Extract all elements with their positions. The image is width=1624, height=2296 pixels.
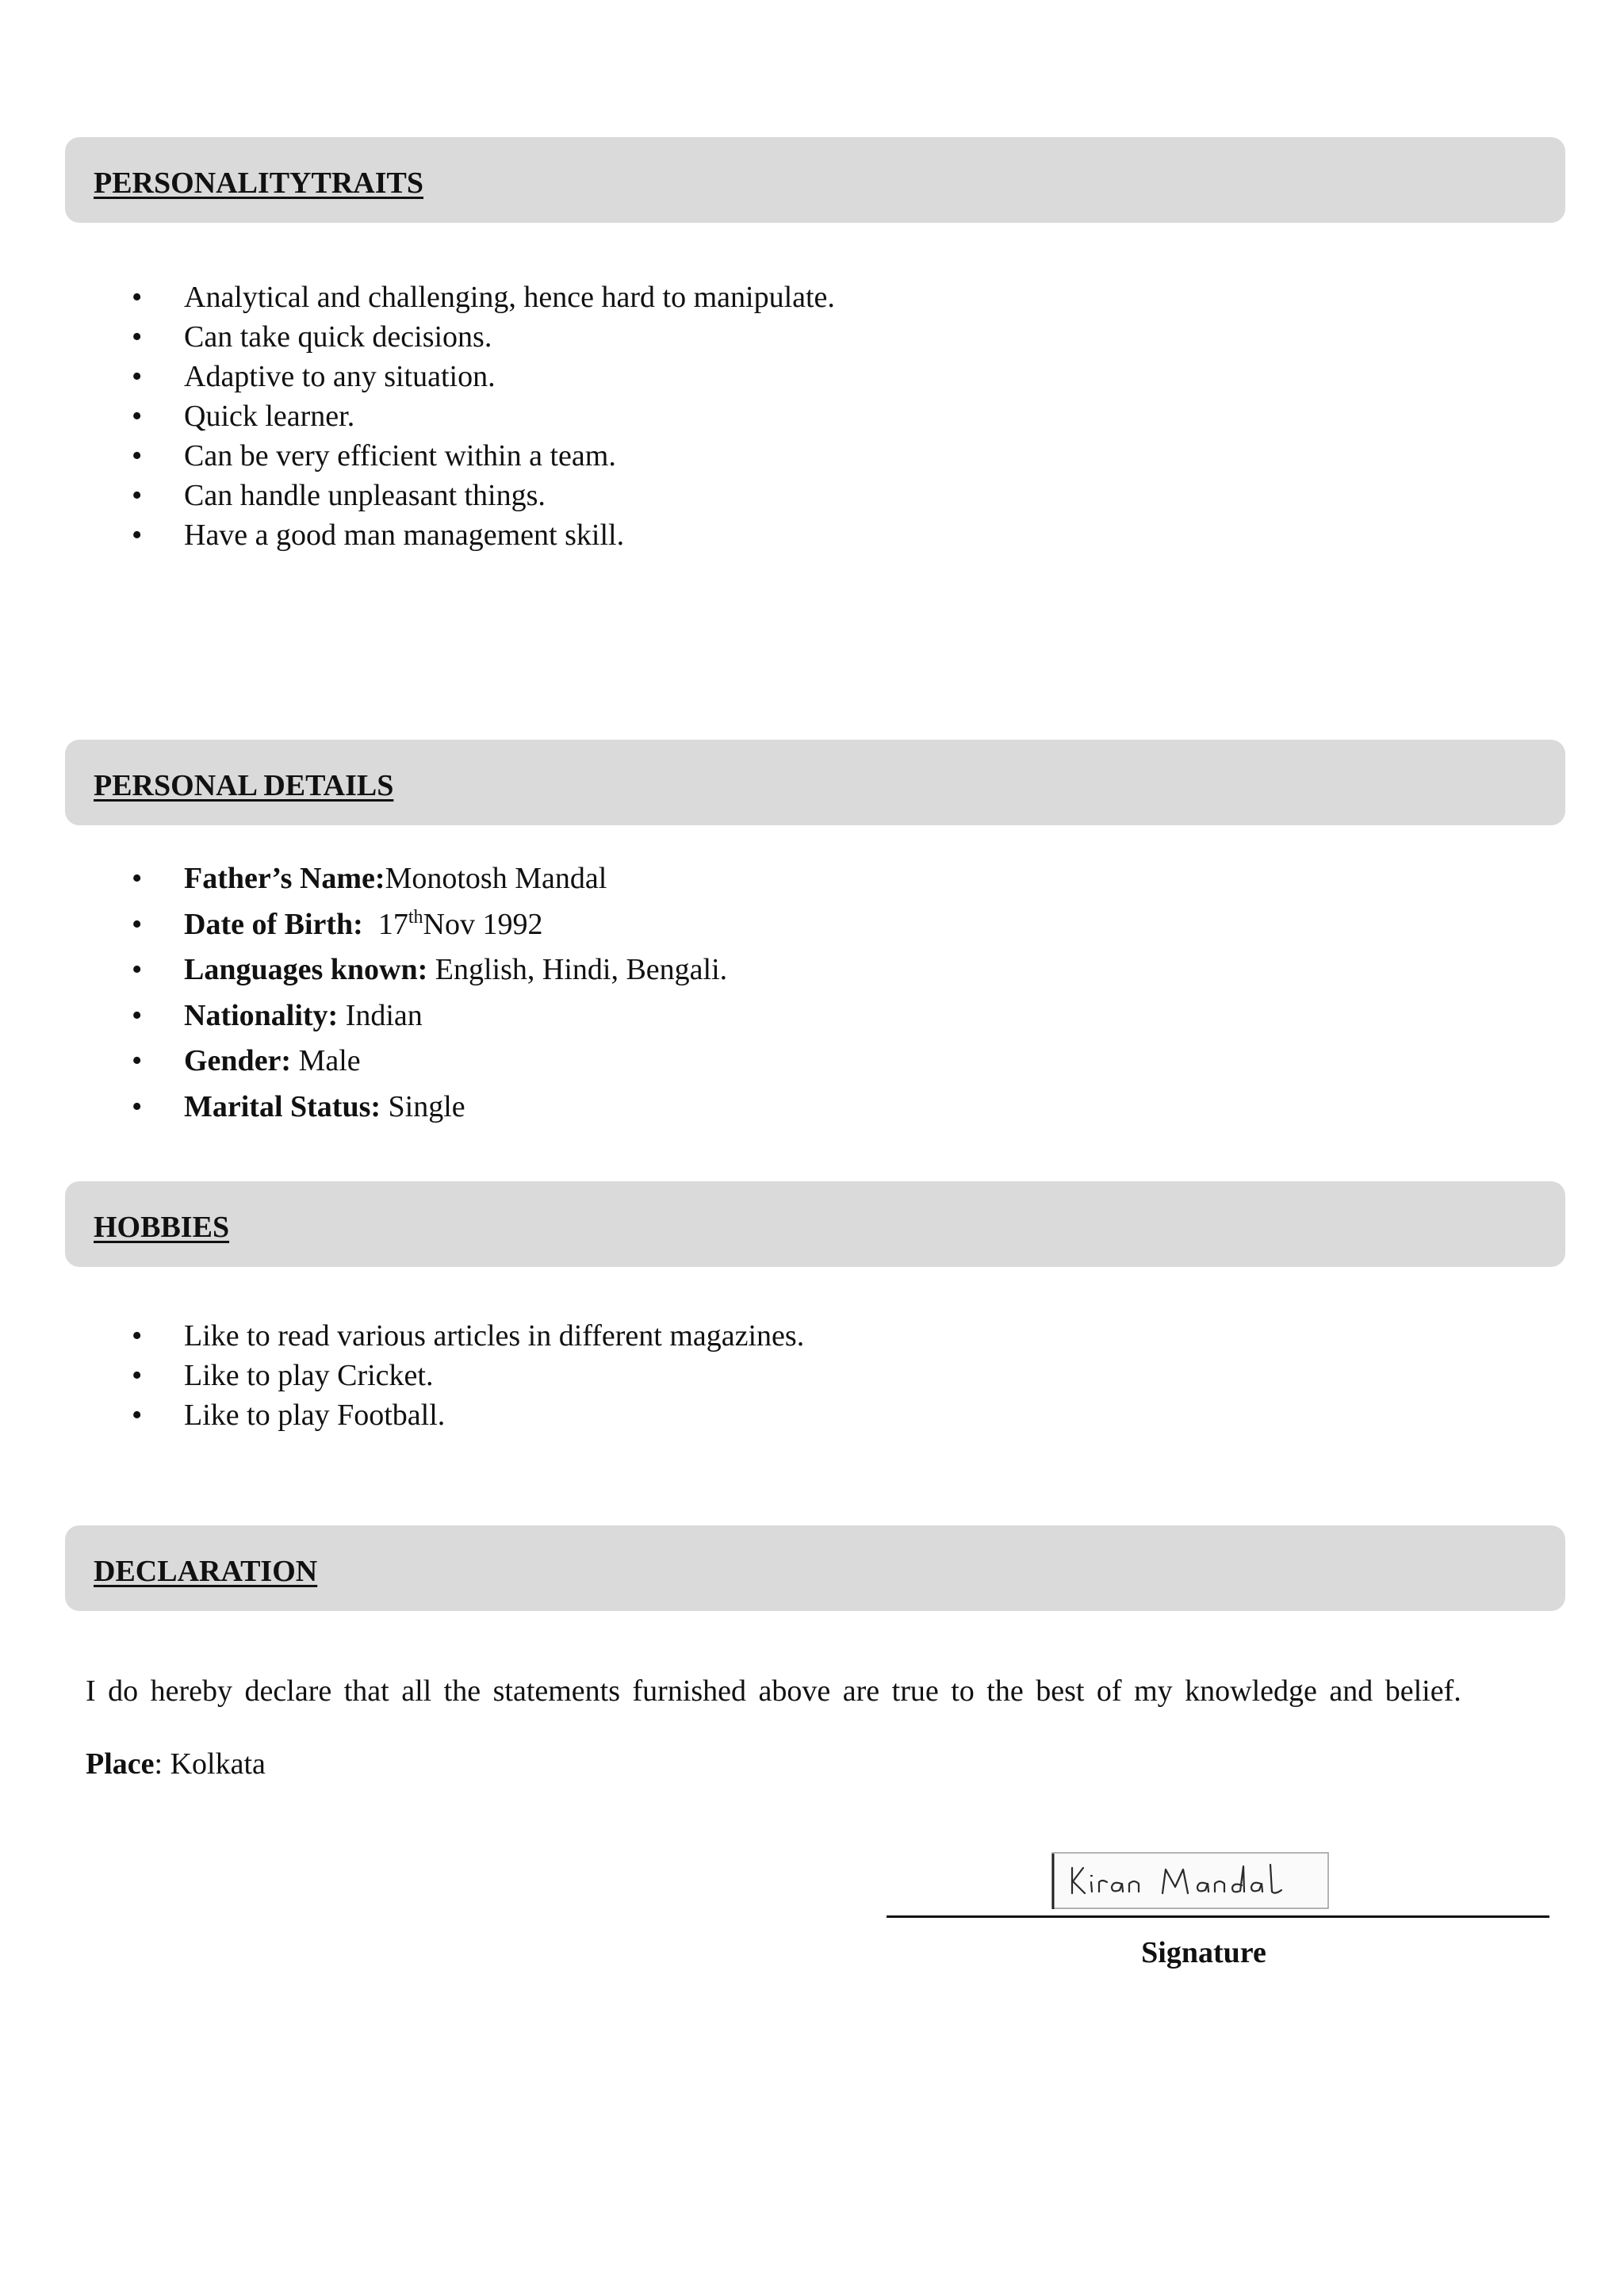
- place-value: : Kolkata: [154, 1747, 266, 1781]
- hobbies-list: [119, 1316, 804, 1435]
- list-item: • Like to play Cricket.: [119, 1356, 804, 1395]
- list-item: • Can take quick decisions.: [119, 317, 835, 357]
- section-title: PERSONAL DETAILS: [94, 769, 394, 802]
- detail-gender: [119, 1039, 727, 1085]
- detail-marital-status: [119, 1085, 727, 1131]
- detail-value: English, Hindi, Bengali.: [435, 953, 728, 986]
- section-header-hobbies: [65, 1181, 1565, 1267]
- detail-nationality: [119, 993, 727, 1039]
- section-title: DECLARATION: [94, 1555, 318, 1588]
- personality-traits-list: [119, 277, 835, 555]
- list-item: • Can handle unpleasant things.: [119, 476, 835, 515]
- detail-label: Nationality:: [184, 998, 339, 1032]
- section-header-declaration: [65, 1525, 1565, 1611]
- list-item: • Analytical and challenging, hence hard to manipulate.: [119, 277, 835, 317]
- signature-block: [887, 1839, 1549, 1974]
- signature-label: Signature: [1141, 1936, 1266, 1969]
- detail-value: Monotosh Mandal: [385, 862, 607, 895]
- detail-label: Father’s Name:: [184, 862, 385, 895]
- detail-fathers-name: [119, 856, 727, 902]
- place-label: Place: [86, 1747, 155, 1781]
- section-title: HOBBIES: [94, 1211, 230, 1244]
- detail-date-of-birth: [119, 902, 727, 948]
- detail-label: Date of Birth:: [184, 907, 363, 941]
- section-header-personality-traits: [65, 137, 1565, 223]
- section-title: PERSONALITYTRAITS: [94, 166, 423, 200]
- list-item: • Like to play Football.: [119, 1395, 804, 1435]
- list-item: • Can be very efficient within a team.: [119, 436, 835, 476]
- list-item: • Quick learner.: [119, 396, 835, 436]
- dob-month-year: Nov 1992: [423, 907, 543, 941]
- detail-value: Indian: [345, 998, 423, 1032]
- list-item: • Like to read various articles in different magazines.: [119, 1316, 804, 1356]
- detail-languages: [119, 947, 727, 993]
- detail-label: Marital Status:: [184, 1089, 381, 1123]
- dob-ordinal-suffix: th: [408, 906, 423, 928]
- list-item: • Adaptive to any situation.: [119, 357, 835, 396]
- detail-label: Gender:: [184, 1044, 292, 1077]
- place-line: [86, 1744, 266, 1784]
- signature-image: [1051, 1852, 1329, 1909]
- detail-label: Languages known:: [184, 953, 428, 986]
- detail-value: Male: [298, 1044, 361, 1077]
- personal-details-list: [119, 856, 727, 1130]
- declaration-text: I do hereby declare that all the statements furnished above are true to the best of my knowledge and belief.: [86, 1674, 1461, 1708]
- signature-line: [887, 1915, 1549, 1918]
- dob-day: 17: [377, 907, 408, 941]
- section-header-personal-details: [65, 740, 1565, 825]
- list-item: • Have a good man management skill.: [119, 515, 835, 555]
- detail-value: Single: [388, 1089, 465, 1123]
